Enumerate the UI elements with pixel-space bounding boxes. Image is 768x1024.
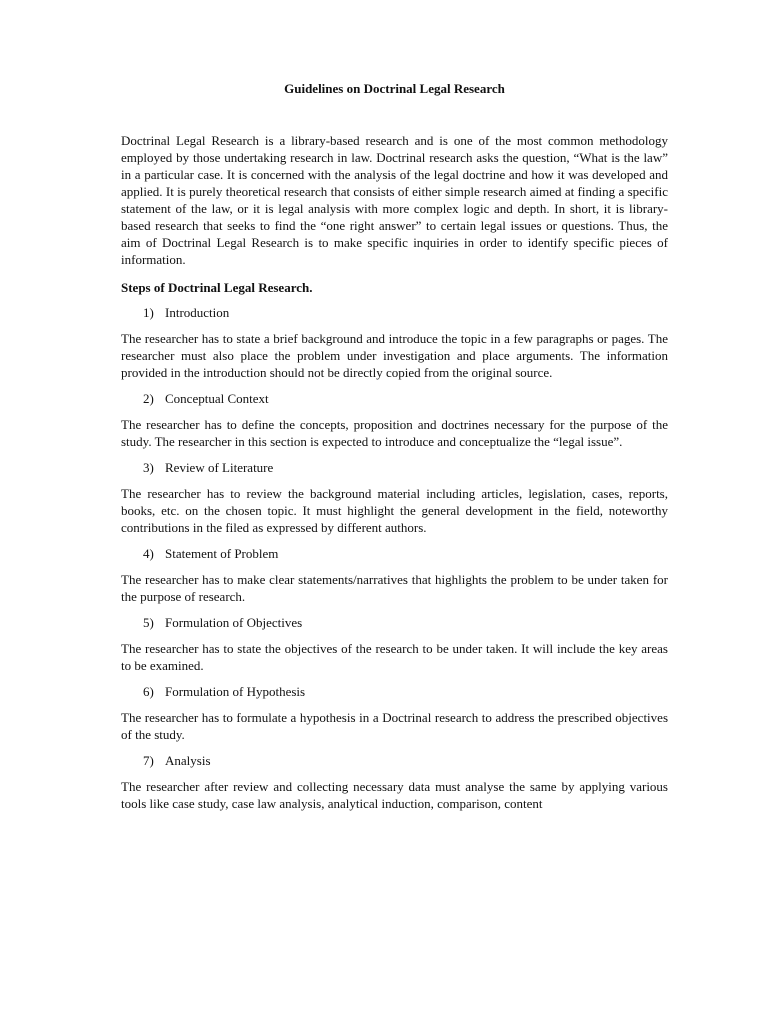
step-number: 7) [143,753,154,768]
steps-list [121,304,668,812]
steps-heading: Steps of Doctrinal Legal Research. [121,280,313,295]
step-heading: Statement of Problem [165,546,279,561]
step-number: 2) [143,391,154,406]
step-paragraph: The researcher has to formulate a hypothesis in a Doctrinal research to address the prescribed objectives of the study. [121,710,668,742]
step-heading: Formulation of Objectives [165,615,303,630]
step-heading: Analysis [165,753,211,768]
document-title: Guidelines on Doctrinal Legal Research [284,81,505,96]
document-page [121,80,668,821]
step-formulation-of-objectives [121,614,668,674]
step-heading: Introduction [165,305,230,320]
step-number: 6) [143,684,154,699]
step-number: 5) [143,615,154,630]
step-paragraph: The researcher has to state a brief background and introduce the topic in a few paragraphs or pages. The researcher must also place the problem under investigation and place arguments. The information provided in the introduction should not be directly copied from the original source. [121,331,668,380]
step-number: 4) [143,546,154,561]
intro-paragraph: Doctrinal Legal Research is a library-based research and is one of the most common methodology employed by those undertaking research in law. Doctrinal research asks the question, “What is the law” in a particular case. It is concerned with the analysis of the legal doctrine and how it was developed and applied. It is purely theoretical research that consists of either simple research aimed at finding a specific statement of the law, or it is legal analysis with more complex logic and depth. In short, it is library-based research that seeks to find the “one right answer” to certain legal issues or questions. Thus, the aim of Doctrinal Legal Research is to make specific inquiries in order to identify specific pieces of information. [121,133,668,267]
step-heading: Conceptual Context [165,391,269,406]
step-review-of-literature [121,459,668,536]
step-statement-of-problem [121,545,668,605]
step-heading: Review of Literature [165,460,274,475]
step-paragraph: The researcher has to review the background material including articles, legislation, cases, reports, books, etc. on the chosen topic. It must highlight the general development in the field, noteworthy contributions in the filed as expressed by different authors. [121,486,668,535]
step-analysis [121,752,668,812]
step-paragraph: The researcher has to state the objectives of the research to be under taken. It will include the key areas to be examined. [121,641,668,673]
step-paragraph: The researcher has to define the concepts, proposition and doctrines necessary for the purpose of the study. The researcher in this section is expected to introduce and conceptualize the “legal issue”. [121,417,668,449]
step-number: 3) [143,460,154,475]
step-formulation-of-hypothesis [121,683,668,743]
step-paragraph: The researcher has to make clear statements/narratives that highlights the problem to be under taken for the purpose of research. [121,572,668,604]
step-number: 1) [143,305,154,320]
step-paragraph: The researcher after review and collecting necessary data must analyse the same by applying various tools like case study, case law analysis, analytical induction, comparison, content [121,779,668,811]
step-conceptual-context [121,390,668,450]
step-heading: Formulation of Hypothesis [165,684,306,699]
step-introduction [121,304,668,381]
